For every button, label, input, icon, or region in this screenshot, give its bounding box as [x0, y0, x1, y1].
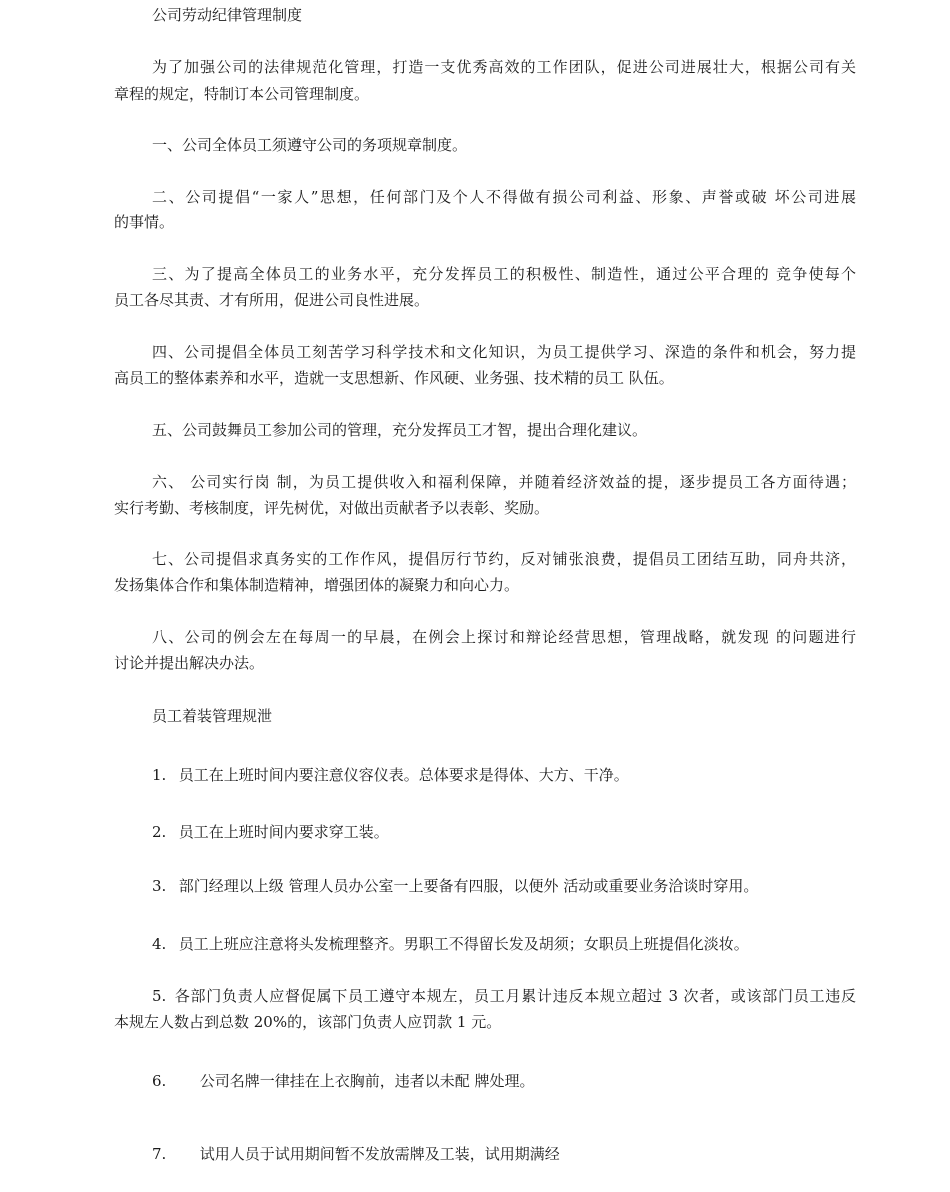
dress-rule-number: 2.: [152, 823, 167, 841]
article-8-line-2: 讨论并提出解决办法。: [114, 654, 265, 672]
article-4-line-1: 四、公司提倡全体员工刻苦学习科学技术和文化知识，为员工提供学习、深造的条件和机会，努力提: [152, 343, 856, 361]
dress-rule-number: 4.: [152, 935, 167, 953]
dress-rule-1: [152, 762, 856, 789]
dress-rule-3: [152, 873, 856, 900]
dress-rule-6: [152, 1068, 856, 1095]
article-6-line-2: 实行考勤、考核制度，评先树优，对做出贡献者予以表彰、奖励。: [114, 499, 550, 517]
dress-rule-2: [152, 819, 856, 846]
dress-rule-4: [152, 931, 856, 958]
dress-rule-text: 各部门负责人应督促属下员工遵守本规左，员工月累计违反本规立超过 3 次者，或该部门员工违反: [174, 987, 856, 1005]
dress-rule-number: 3.: [152, 877, 167, 895]
article-7-line-1: 七、公司提倡求真务实的工作作风，提倡厉行节约，反对铺张浪费，提倡员工团结互助，同舟共济，: [152, 550, 856, 568]
article-6-line-1: 六、 公司实行岗 制，为员工提供收入和福利保障，并随着经济效益的提，逐步提员工各方面待遇；: [152, 473, 856, 491]
intro-line-2: 章程的规定，特制订本公司管理制度。: [114, 85, 370, 103]
dress-heading: 员工着装管理规泄: [152, 707, 273, 725]
dress-rule-text: 公司名牌一律挂在上衣胸前，违者以未配 牌处理。: [199, 1072, 535, 1090]
dress-rule-text: 员工在上班时间内要求穿工装。: [178, 823, 389, 841]
document-title: 公司劳动纪律管理制度: [152, 6, 303, 24]
article-3-line-1: 三、为了提高全体员工的业务水平，充分发挥员工的积极性、制造性，通过公平合理的 竞争使每个: [152, 265, 856, 283]
article-3-line-2: 员工各尽其责、才有所用，促进公司良性进展。: [114, 291, 430, 309]
dress-rule-text: 部门经理以上级 管理人员办公室一上要备有四服，以便外 活动或重要业务洽谈时穿用。: [178, 877, 759, 895]
dress-rule-number: 6.: [152, 1072, 167, 1090]
dress-rule-text: 试用人员于试用期间暂不发放需牌及工装，试用期满经: [199, 1145, 560, 1163]
article-4-line-2: 高员工的整体素养和水平，造就一支思想新、作风硬、业务强、技术精的员工 队伍。: [114, 369, 674, 387]
dress-rule-text: 员工在上班时间内要注意仪容仪表。总体要求是得体、大方、干净。: [178, 766, 629, 784]
dress-rule-5-line-2: 本规左人数占到总数 20%的，该部门负责人应罚款 1 元。: [114, 1013, 502, 1031]
article-2-line-2: 的事情。: [114, 213, 175, 231]
intro-line-1: 为了加强公司的法律规范化管理，打造一支优秀高效的工作团队，促进公司进展壮大，根据公司有关: [152, 58, 856, 76]
article-8-line-1: 八、公司的例会左在每周一的早晨，在例会上探讨和辩论经营思想，管理战略，就发现 的问题进行: [152, 628, 856, 646]
dress-rule-number: 5.: [152, 987, 167, 1005]
dress-rule-number: 1.: [152, 766, 167, 784]
article-7-line-2: 发扬集体合作和集体制造精神，增强团体的凝聚力和向心力。: [114, 576, 520, 594]
article-1-line-1: 一、公司全体员工须遵守公司的务项规章制度。: [152, 136, 468, 154]
dress-rule-5: [152, 983, 856, 1010]
article-2-line-1: 二、公司提倡“一家人”思想，任何部门及个人不得做有损公司利益、形象、声誉或破 坏公司进展: [152, 188, 856, 206]
dress-rule-number: 7.: [152, 1145, 167, 1163]
article-5-line-1: 五、公司鼓舞员工参加公司的管理，充分发挥员工才智，提出合理化建议。: [152, 421, 648, 439]
dress-rule-7: [152, 1141, 856, 1168]
dress-rule-text: 员工上班应注意将头发梳理整齐。男职工不得留长发及胡须；女职员上班提倡化淡妆。: [178, 935, 749, 953]
